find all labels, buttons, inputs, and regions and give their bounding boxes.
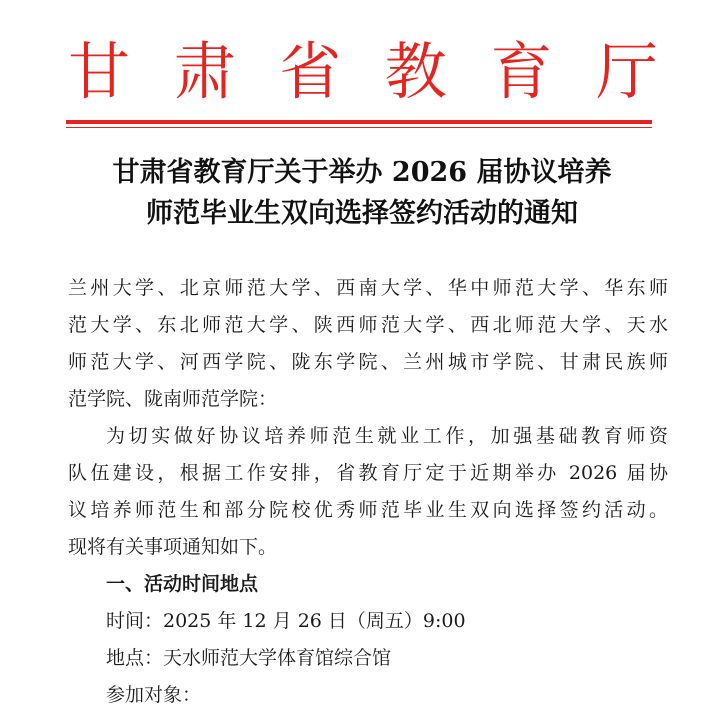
participants-label: 参加对象：	[106, 684, 202, 704]
header-divider-thin	[66, 127, 652, 128]
recipients-line: 师范大学、河西学院、陇东学院、兰州城市学院、甘肃民族师	[68, 351, 668, 373]
document-body	[68, 270, 668, 704]
org-char: 教	[384, 35, 447, 108]
intro-paragraph	[68, 418, 668, 566]
section-activity-time-place	[68, 566, 668, 704]
header-divider-thick	[66, 120, 652, 124]
activity-place: 地点：天水师范大学体育馆综合馆	[106, 647, 392, 669]
org-char: 省	[279, 35, 342, 108]
paragraph-line: 队伍建设，根据工作安排，省教育厅定于近期举办 2026 届协	[68, 462, 668, 484]
issuing-organization-header	[68, 36, 658, 108]
activity-time: 时间：2025 年 12 月 26 日（周五）9:00	[106, 610, 466, 632]
section-heading: 一、活动时间地点	[106, 573, 259, 595]
paragraph-line: 现将有关事项通知如下。	[68, 536, 278, 558]
org-char: 甘	[68, 35, 131, 108]
paragraph-line: 为切实做好协议培养师范生就业工作，加强基础教育师资	[106, 425, 668, 447]
recipients-line: 范学院、陇南师范学院：	[68, 388, 278, 410]
paragraph-line: 议培养师范生和部分院校优秀师范毕业生双向选择签约活动。	[68, 499, 668, 521]
document-title	[60, 152, 664, 234]
org-char: 育	[490, 35, 553, 108]
org-char: 肃	[173, 35, 236, 108]
org-char: 厅	[595, 35, 658, 108]
document-title-line-1: 甘肃省教育厅关于举办 2026 届协议培养	[112, 157, 612, 188]
recipients-line: 范大学、东北师范大学、陕西师范大学、西北师范大学、天水	[68, 314, 668, 336]
recipients-line: 兰州大学、北京师范大学、西南大学、华中师范大学、华东师	[68, 277, 668, 299]
recipients-block	[68, 270, 668, 418]
document-title-line-2: 师范毕业生双向选择签约活动的通知	[146, 198, 578, 229]
